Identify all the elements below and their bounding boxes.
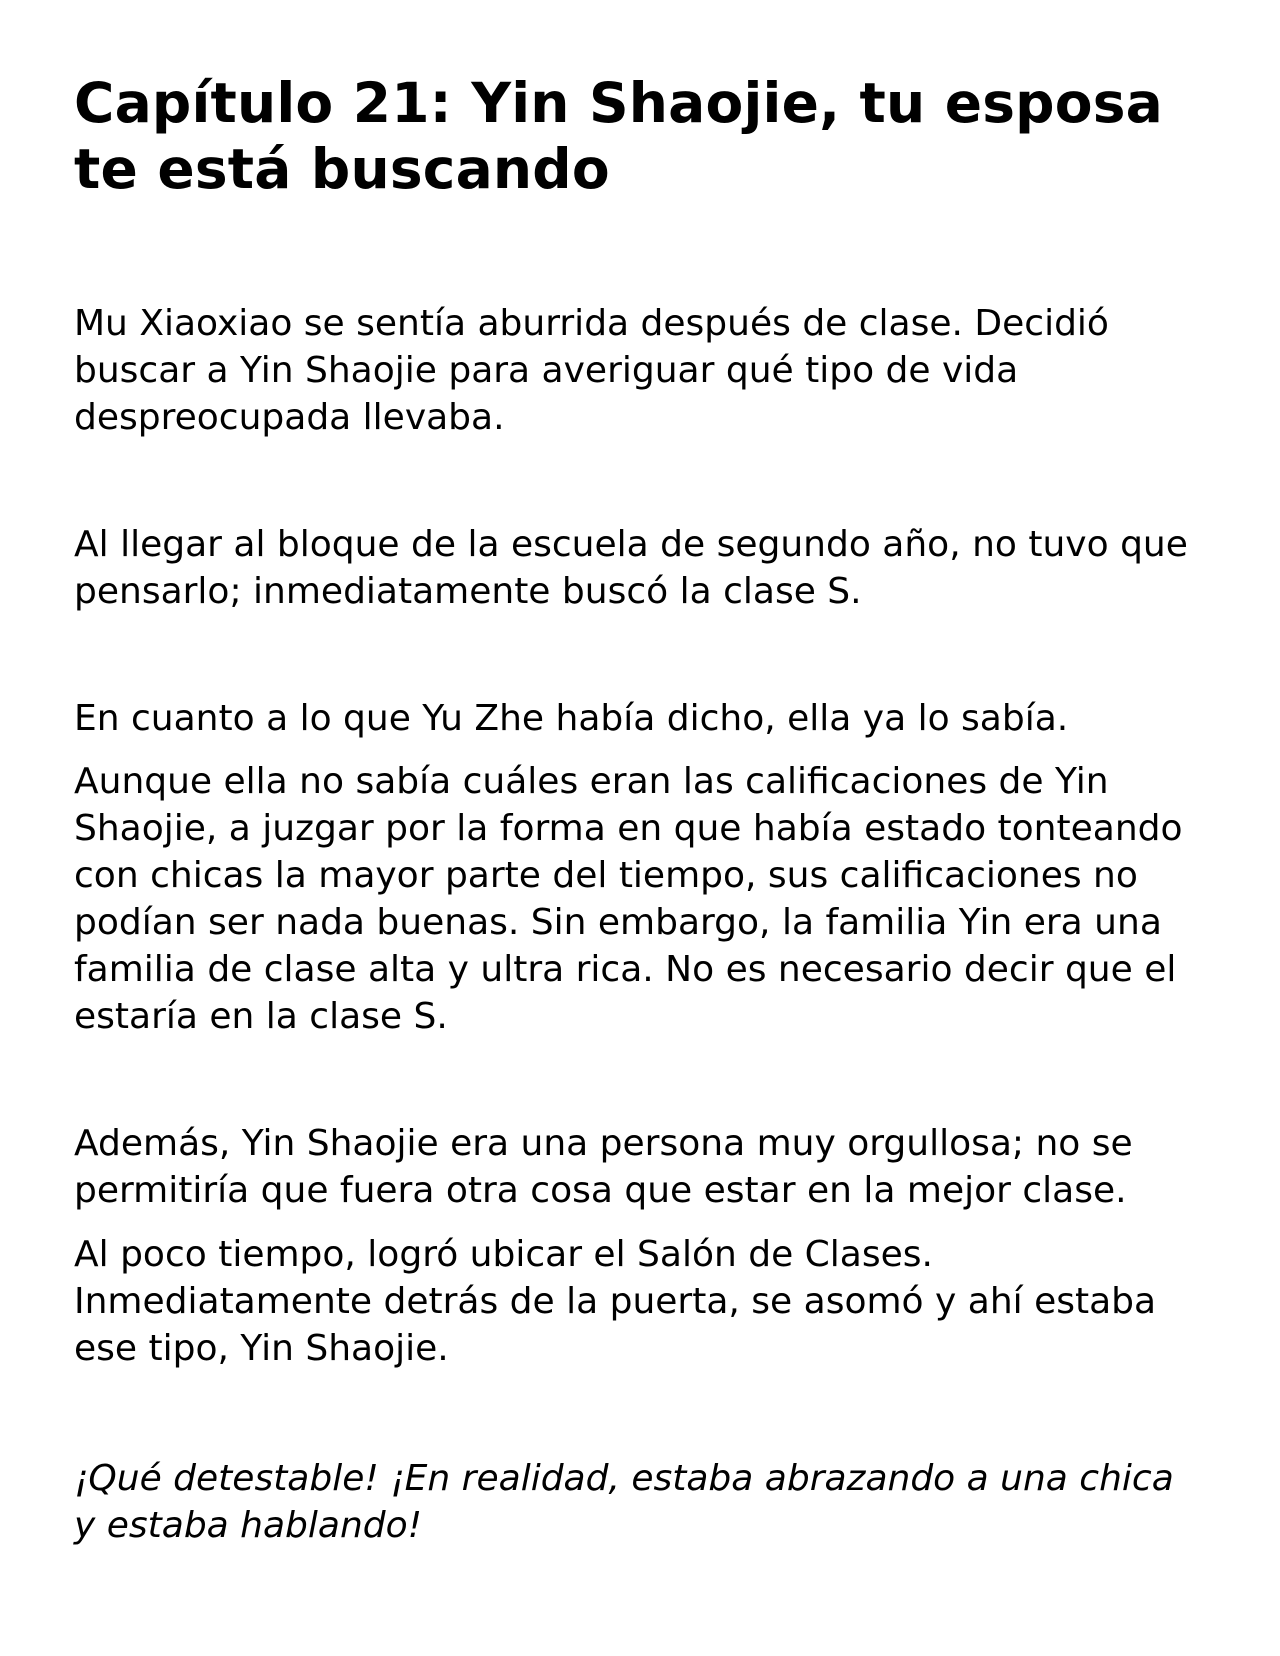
paragraph: En cuanto a lo que Yu Zhe había dicho, ella ya lo sabía. [74,698,1069,739]
paragraph: Mu Xiaoxiao se sentía aburrida después de clase. Decidió buscar a Yin Shaojie para averiguar qué tipo de vida despreocupada llevaba. [74,303,1109,438]
paragraph: Además, Yin Shaojie era una persona muy orgullosa; no se permitiría que fuera otra cosa que estar en la mejor clase. [74,1123,1133,1211]
chapter-title: Capítulo 21: Yin Shaojie, tu esposa te está buscando [74,71,1163,201]
paragraph: Aunque ella no sabía cuáles eran las calificaciones de Yin Shaojie, a juzgar por la forma en que había estado tonteando con chicas la mayor parte del tiempo, sus calificaciones no podían ser nada buenas. Sin embargo, la familia Yin era una familia de clase alta y ultra rica. No es necesario decir que el estaría en la clase S. [74,761,1183,1037]
paragraph: Al poco tiempo, logró ubicar el Salón de Clases. Inmediatamente detrás de la puerta, se asomó y ahí estaba ese tipo, Yin Shaojie. [74,1234,1157,1369]
paragraph: Al llegar al bloque de la escuela de segundo año, no tuvo que pensarlo; inmediatamente buscó la clase S. [74,524,1188,612]
italic-paragraph: ¡Qué detestable! ¡En realidad, estaba abrazando a una chica y estaba hablando! [74,1458,1174,1546]
